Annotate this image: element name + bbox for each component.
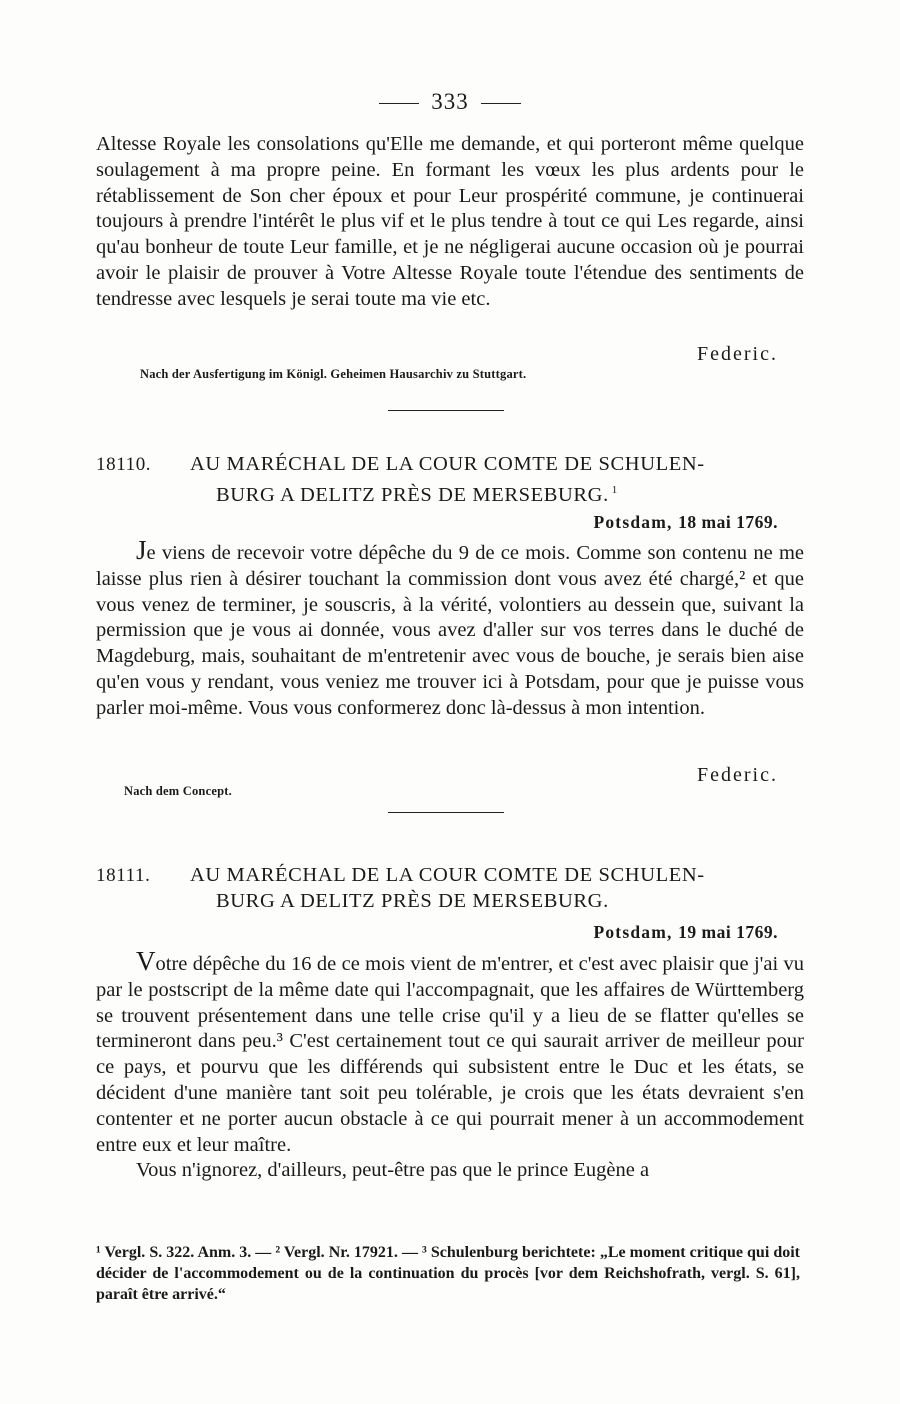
letter-title-footnote-ref: 1 xyxy=(611,484,618,496)
dateline-place: Potsdam, xyxy=(593,922,673,942)
letter-body-text: e viens de recevoir votre dépêche du 9 de ce mois. Comme son contenu ne me laisse plus rien à désirer touchant la commission dont vous avez été chargé,² et que vous venez de terminer, je souscris, à la vérité, volontiers au dessein que, suivant la permission que je vous ai donnée, vous avez d'aller sur vos terres dans le duché de Magdeburg, mais, souhaitant de m'entretenir avec vous de bouche, je serais bien aise qu'en vous y rendant, vous veniez me trouver ici à Potsdam, pour que je puisse vous parler moi-même. Vous vous conformerez donc là-dessus à mon intention. xyxy=(96,542,804,719)
section-divider-2 xyxy=(388,812,504,813)
footnotes: ¹ Vergl. S. 322. Anm. 3. — ² Vergl. Nr. 17921. — ³ Schulenburg berichtete: „Le moment critique qui doit décider de l'accommodement ou de la continuation du procès [vor dem Reichshofrath, vergl. S. 61], paraît être arrivé.“ xyxy=(96,1244,800,1303)
letter-body-text: otre dépêche du 16 de ce mois vient de m'entrer, et c'est avec plaisir que j'ai vu par le postscript de la même date qui l'accompagnait, que les affaires de Württemberg se trouvent présentement dans une telle crise qu'il y a lieu de se flatter qu'elles se termineront dans peu.³ C'est certainement tout ce qui saurait arriver de meilleur pour ce pays, et pourvu que les différends qui subsistent entre le Duc et les états, se décident d'une manière tant soit peu tolérable, je crois que les états devraient s'en contenter et ne porter aucun obstacle à ce qui pourrait mener à un accommodement entre eux et leur maître. xyxy=(96,953,804,1156)
letter-title-line2: BURG A DELITZ PRÈS DE MERSEBURG. xyxy=(216,890,609,912)
letter-18111-body xyxy=(96,946,804,1184)
intro-source-note: Nach der Ausfertigung im Königl. Geheimen Hausarchiv zu Stuttgart. xyxy=(140,367,527,381)
dateline-date: 19 mai 1769. xyxy=(678,922,778,942)
letter-18110-signature: Federic. xyxy=(697,764,778,786)
intro-text: Altesse Royale les consolations qu'Elle me demande, et qui porteront même quelque soulagement à ma propre peine. En formant les vœux les plus ardents pour le rétablissement de Son cher époux et pour Leur prospérité commune, je continuerai toujours à prendre l'intérêt le plus vif et le plus tendre à tout ce qui Les regarde, ainsi qu'au bonheur de toute Leur famille, et je ne négligerai aucune occasion où je pourrai avoir le plaisir de prouver à Votre Altesse Royale toute l'étendue des sentiments de tendresse avec lesquels je serai toute ma vie etc. xyxy=(96,133,804,310)
letter-18110-dateline xyxy=(593,512,778,533)
page-number xyxy=(0,88,900,116)
intro-paragraph xyxy=(96,132,804,313)
letter-18111-heading xyxy=(96,863,808,915)
page-number-dash-right xyxy=(481,103,521,104)
letter-body-text-2: Vous n'ignorez, d'ailleurs, peut-être pas que le prince Eugène a xyxy=(136,1159,650,1182)
letter-title-line1: AU MARÉCHAL DE LA COUR COMTE DE SCHULEN- xyxy=(190,453,705,475)
letter-number: 18111. xyxy=(96,865,151,886)
letter-18110-body xyxy=(96,535,804,722)
letter-title-line2-text: BURG A DELITZ PRÈS DE MERSEBURG. xyxy=(216,483,609,506)
page-number-dash-left xyxy=(379,103,419,104)
section-divider-1 xyxy=(388,410,504,411)
letter-18111-dateline xyxy=(593,922,778,943)
initial-letter: V xyxy=(136,946,156,976)
dateline-place: Potsdam, xyxy=(593,512,673,532)
letter-title-line1: AU MARÉCHAL DE LA COUR COMTE DE SCHULEN- xyxy=(190,864,705,886)
dateline-date: 18 mai 1769. xyxy=(678,512,778,532)
initial-letter: J xyxy=(136,535,147,565)
letter-number: 18110. xyxy=(96,454,152,475)
letter-18110-source-note: Nach dem Concept. xyxy=(124,784,232,798)
letter-title-line2 xyxy=(216,478,618,508)
letter-18110-heading xyxy=(96,452,808,504)
intro-signature: Federic. xyxy=(697,343,778,365)
page-number-text: 333 xyxy=(431,89,469,114)
